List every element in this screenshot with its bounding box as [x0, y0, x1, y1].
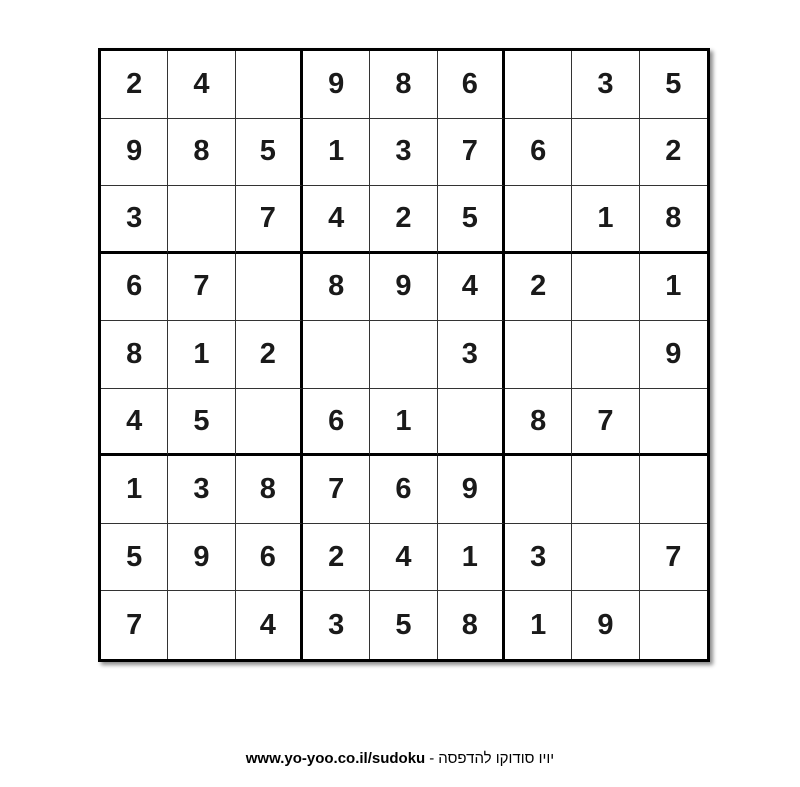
sudoku-cell-r7-c3[interactable]: 8 [236, 456, 303, 524]
sudoku-cell-r4-c6[interactable]: 4 [438, 254, 505, 322]
sudoku-cell-r3-c9[interactable]: 8 [640, 186, 707, 254]
sudoku-cell-r7-c8[interactable] [572, 456, 639, 524]
sudoku-cell-r5-c9[interactable]: 9 [640, 321, 707, 389]
sudoku-cell-r2-c8[interactable] [572, 119, 639, 187]
sudoku-cell-r1-c8[interactable]: 3 [572, 51, 639, 119]
sudoku-cell-r8-c1[interactable]: 5 [101, 524, 168, 592]
sudoku-cell-r4-c5[interactable]: 9 [370, 254, 437, 322]
sudoku-cell-r5-c3[interactable]: 2 [236, 321, 303, 389]
sudoku-cell-r6-c7[interactable]: 8 [505, 389, 572, 457]
sudoku-cell-r7-c9[interactable] [640, 456, 707, 524]
sudoku-cell-r7-c4[interactable]: 7 [303, 456, 370, 524]
sudoku-cell-r8-c6[interactable]: 1 [438, 524, 505, 592]
sudoku-cell-r1-c3[interactable] [236, 51, 303, 119]
footer-separator: - [429, 750, 435, 767]
sudoku-cell-r1-c9[interactable]: 5 [640, 51, 707, 119]
sudoku-cell-r2-c6[interactable]: 7 [438, 119, 505, 187]
sudoku-cell-r9-c2[interactable] [168, 591, 235, 659]
sudoku-cell-r9-c5[interactable]: 5 [370, 591, 437, 659]
sudoku-cell-r6-c2[interactable]: 5 [168, 389, 235, 457]
sudoku-cell-r6-c1[interactable]: 4 [101, 389, 168, 457]
sudoku-cell-r4-c3[interactable] [236, 254, 303, 322]
sudoku-cell-r4-c9[interactable]: 1 [640, 254, 707, 322]
sudoku-cell-r2-c1[interactable]: 9 [101, 119, 168, 187]
sudoku-cell-r9-c6[interactable]: 8 [438, 591, 505, 659]
sudoku-cell-r8-c4[interactable]: 2 [303, 524, 370, 592]
sudoku-cell-r1-c1[interactable]: 2 [101, 51, 168, 119]
sudoku-cell-r8-c5[interactable]: 4 [370, 524, 437, 592]
sudoku-cell-r3-c3[interactable]: 7 [236, 186, 303, 254]
sudoku-cell-r9-c4[interactable]: 3 [303, 591, 370, 659]
sudoku-cell-r2-c5[interactable]: 3 [370, 119, 437, 187]
sudoku-cell-r4-c7[interactable]: 2 [505, 254, 572, 322]
sudoku-cell-r3-c7[interactable] [505, 186, 572, 254]
sudoku-cell-r8-c3[interactable]: 6 [236, 524, 303, 592]
sudoku-cell-r1-c7[interactable] [505, 51, 572, 119]
sudoku-cell-r4-c4[interactable]: 8 [303, 254, 370, 322]
sudoku-cell-r3-c2[interactable] [168, 186, 235, 254]
sudoku-cell-r9-c7[interactable]: 1 [505, 591, 572, 659]
footer-caption: יויו סודוקו להדפסה [438, 750, 555, 767]
sudoku-cell-r5-c1[interactable]: 8 [101, 321, 168, 389]
sudoku-cell-r3-c4[interactable]: 4 [303, 186, 370, 254]
sudoku-cell-r8-c8[interactable] [572, 524, 639, 592]
sudoku-cell-r5-c5[interactable] [370, 321, 437, 389]
sudoku-cell-r6-c8[interactable]: 7 [572, 389, 639, 457]
sudoku-cell-r2-c2[interactable]: 8 [168, 119, 235, 187]
sudoku-cell-r2-c4[interactable]: 1 [303, 119, 370, 187]
sudoku-cell-r1-c2[interactable]: 4 [168, 51, 235, 119]
sudoku-cell-r7-c7[interactable] [505, 456, 572, 524]
sudoku-cell-r7-c6[interactable]: 9 [438, 456, 505, 524]
sudoku-cell-r8-c7[interactable]: 3 [505, 524, 572, 592]
sudoku-cell-r9-c8[interactable]: 9 [572, 591, 639, 659]
sudoku-cell-r9-c1[interactable]: 7 [101, 591, 168, 659]
footer [0, 750, 800, 767]
sudoku-cell-r7-c1[interactable]: 1 [101, 456, 168, 524]
sudoku-cell-r6-c6[interactable] [438, 389, 505, 457]
sudoku-cell-r2-c3[interactable]: 5 [236, 119, 303, 187]
sudoku-cell-r4-c2[interactable]: 7 [168, 254, 235, 322]
sudoku-cell-r3-c5[interactable]: 2 [370, 186, 437, 254]
sudoku-cell-r5-c7[interactable] [505, 321, 572, 389]
sudoku-cell-r9-c9[interactable] [640, 591, 707, 659]
sudoku-cell-r1-c6[interactable]: 6 [438, 51, 505, 119]
sudoku-cell-r6-c9[interactable] [640, 389, 707, 457]
sudoku-cell-r2-c9[interactable]: 2 [640, 119, 707, 187]
sudoku-cell-r1-c4[interactable]: 9 [303, 51, 370, 119]
sudoku-cell-r6-c5[interactable]: 1 [370, 389, 437, 457]
sudoku-cell-r7-c5[interactable]: 6 [370, 456, 437, 524]
sudoku-cell-r2-c7[interactable]: 6 [505, 119, 572, 187]
sudoku-cell-r8-c2[interactable]: 9 [168, 524, 235, 592]
sudoku-cell-r6-c3[interactable] [236, 389, 303, 457]
sudoku-cell-r6-c4[interactable]: 6 [303, 389, 370, 457]
sudoku-cell-r5-c6[interactable]: 3 [438, 321, 505, 389]
sudoku-cell-r3-c6[interactable]: 5 [438, 186, 505, 254]
sudoku-cell-r3-c8[interactable]: 1 [572, 186, 639, 254]
sudoku-cell-r9-c3[interactable]: 4 [236, 591, 303, 659]
footer-url[interactable]: www.yo-yoo.co.il/sudoku [245, 750, 426, 767]
sudoku-cell-r5-c4[interactable] [303, 321, 370, 389]
sudoku-cell-r1-c5[interactable]: 8 [370, 51, 437, 119]
sudoku-cell-r4-c8[interactable] [572, 254, 639, 322]
sudoku-cell-r7-c2[interactable]: 3 [168, 456, 235, 524]
sudoku-cell-r4-c1[interactable]: 6 [101, 254, 168, 322]
sudoku-cell-r3-c1[interactable]: 3 [101, 186, 168, 254]
sudoku-cell-r8-c9[interactable]: 7 [640, 524, 707, 592]
sudoku-cell-r5-c2[interactable]: 1 [168, 321, 235, 389]
sudoku-board [98, 48, 710, 662]
sudoku-cell-r5-c8[interactable] [572, 321, 639, 389]
